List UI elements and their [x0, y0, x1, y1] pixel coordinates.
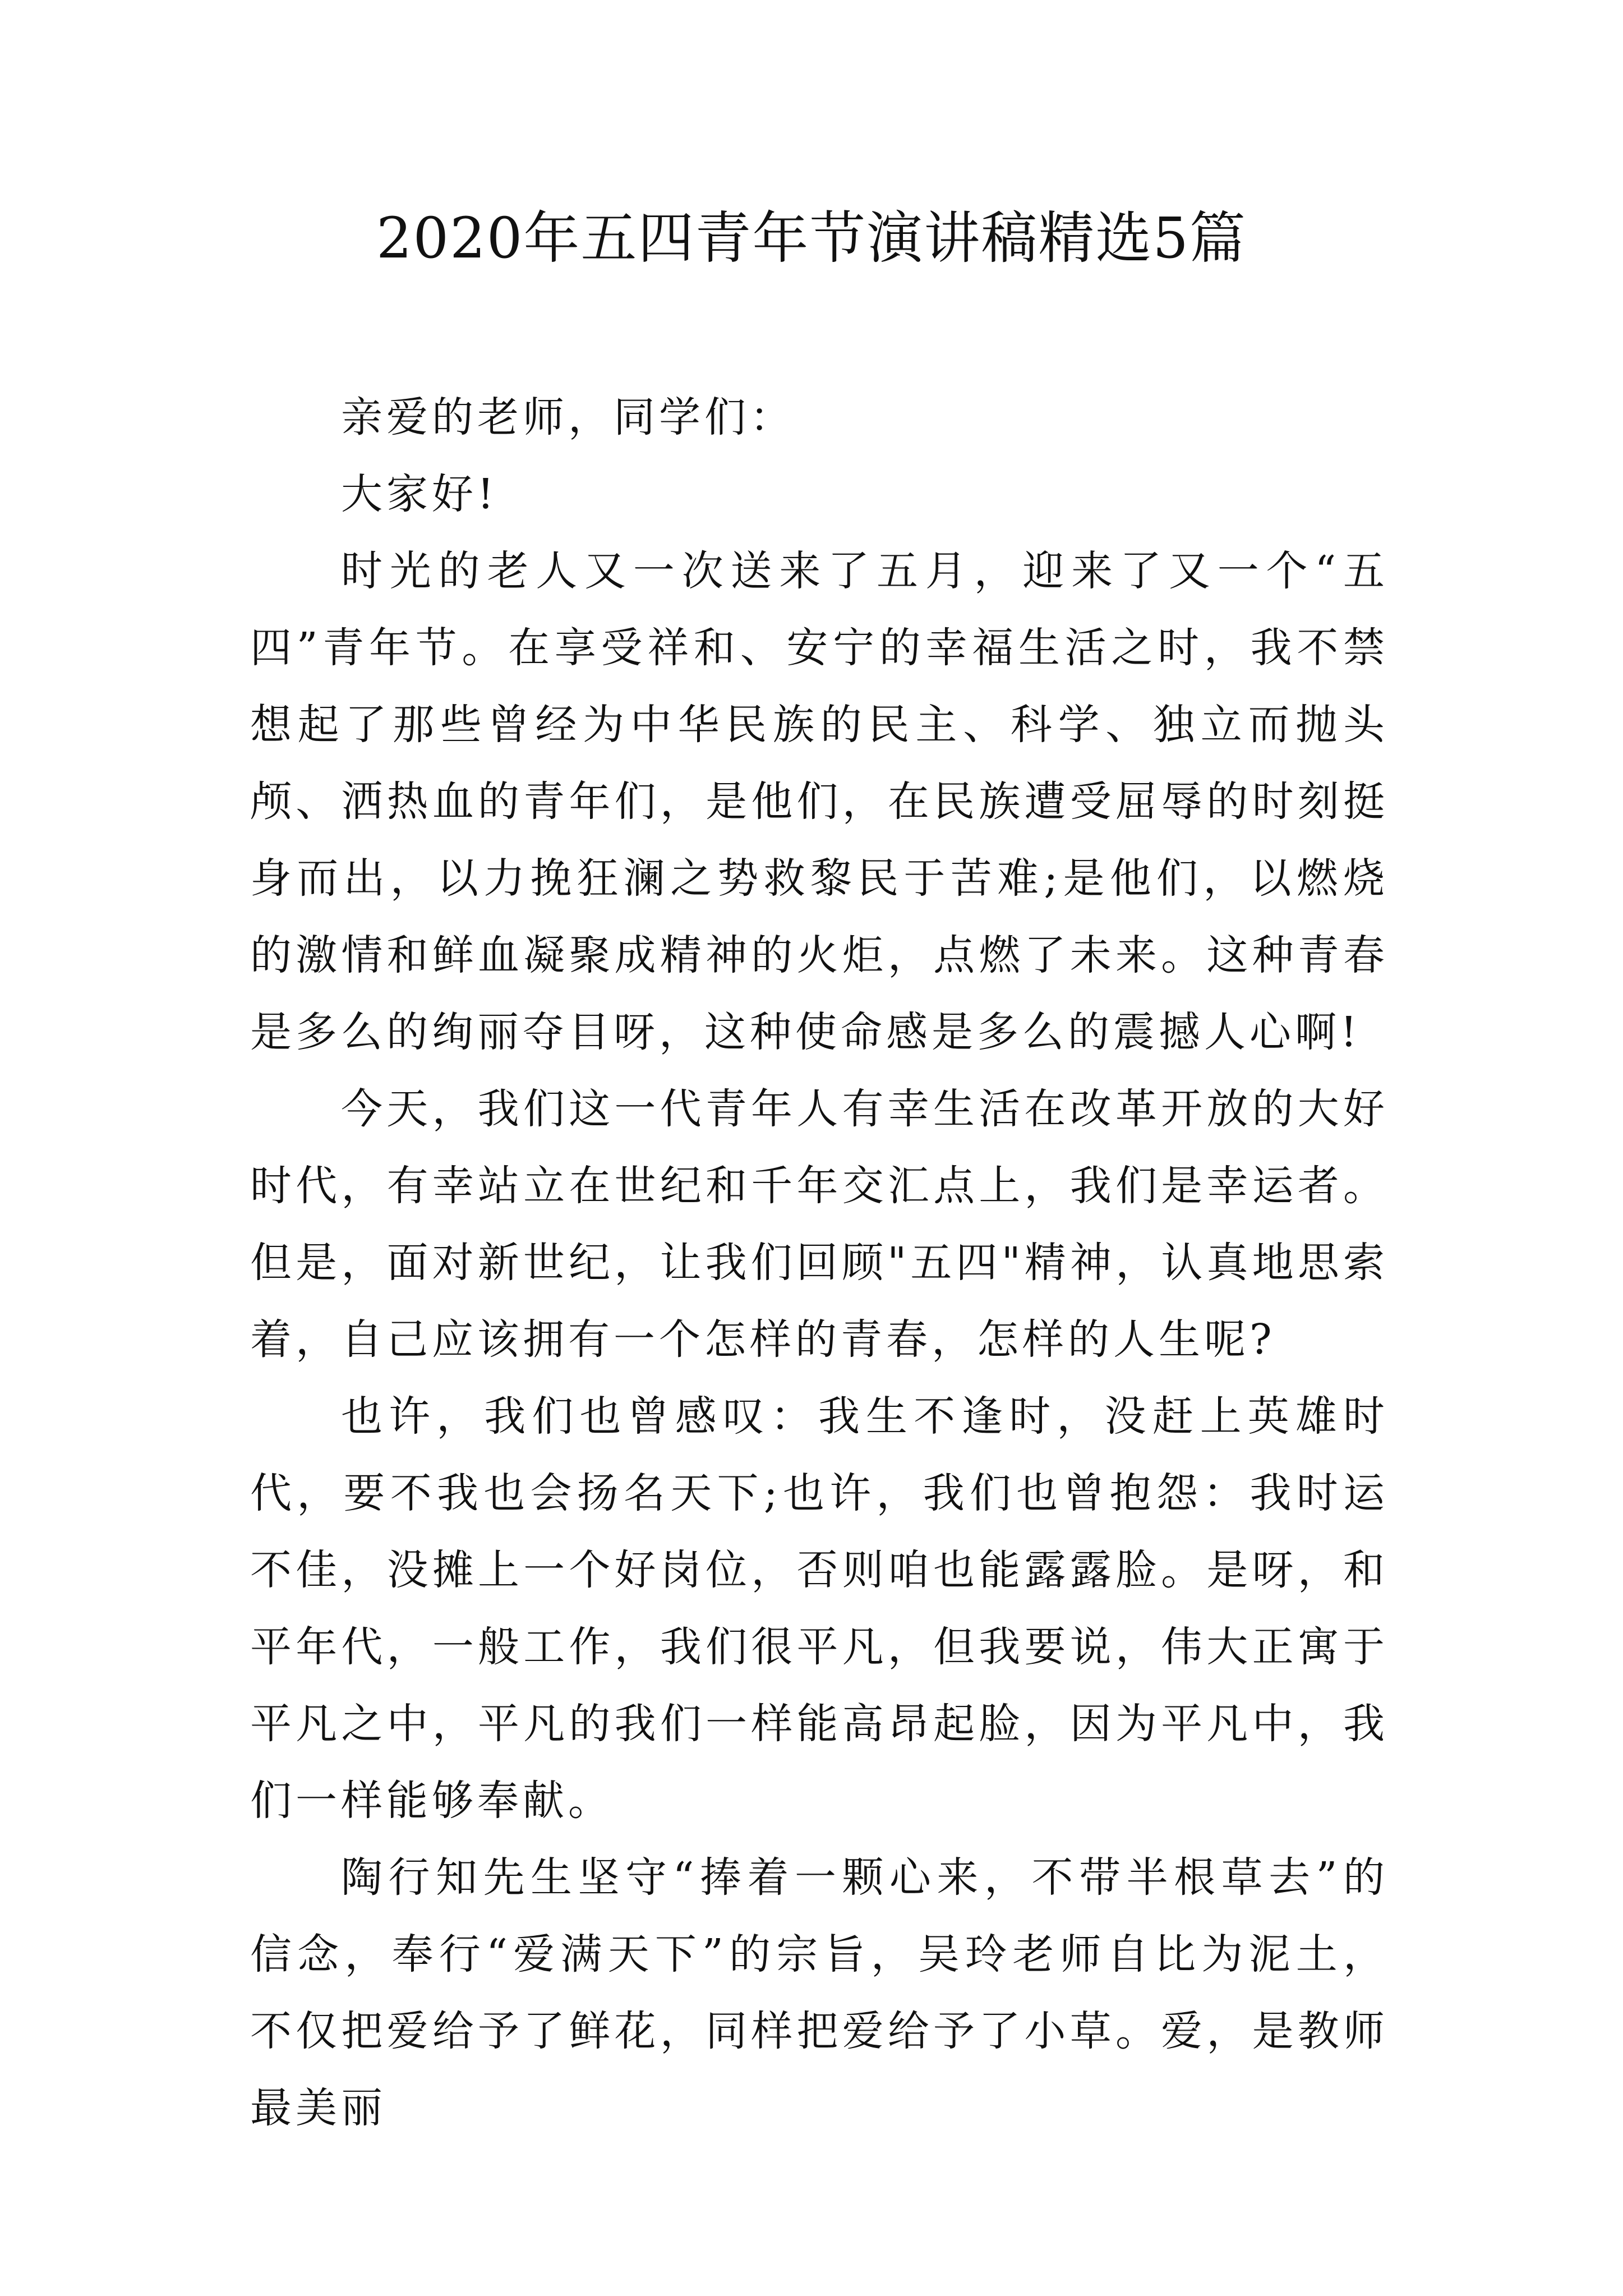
- salutation-paragraph: 亲爱的老师，同学们：: [341, 393, 795, 441]
- greeting-paragraph: 大家好!: [341, 470, 498, 518]
- document-body: [250, 379, 1389, 2147]
- body-paragraph: 也许，我们也曾感叹：我生不逢时，没赶上英雄时代，要不我也会扬名天下;也许，我们也曾抱怨：我时运不佳，没摊上一个好岗位，否则咱也能露露脸。是呀，和平年代，一般工作，我们很平凡，但我要说，伟大正寓于平凡之中，平凡的我们一样能高昂起脸，因为平凡中，我们一样能够奉献。: [250, 1392, 1389, 1825]
- body-paragraph: 今天，我们这一代青年人有幸生活在改革开放的大好时代，有幸站立在世纪和千年交汇点上，我们是幸运者。但是，面对新世纪，让我们回顾"五四"精神，认真地思索着，自己应该拥有一个怎样的青春，怎样的人生呢?: [250, 1085, 1389, 1364]
- body-paragraph: 时光的老人又一次送来了五月，迎来了又一个“五四”青年节。在享受祥和、安宁的幸福生活之时，我不禁想起了那些曾经为中华民族的民主、科学、独立而抛头颅、洒热血的青年们，是他们，在民族遭受屈辱的时刻挺身而出，以力挽狂澜之势救黎民于苦难;是他们，以燃烧的激情和鲜血凝聚成精神的火炬，点燃了未来。这种青春是多么的绚丽夺目呀，这种使命感是多么的震撼人心啊!: [250, 547, 1389, 1056]
- body-paragraph: 陶行知先生坚守“捧着一颗心来，不带半根草去”的信念，奉行“爱满天下”的宗旨，吴玲老师自比为泥土，不仅把爱给予了鲜花，同样把爱给予了小草。爱，是教师最美丽: [250, 1853, 1389, 2132]
- document-title: 2020年五四青年节演讲稿精选5篇: [376, 205, 1247, 271]
